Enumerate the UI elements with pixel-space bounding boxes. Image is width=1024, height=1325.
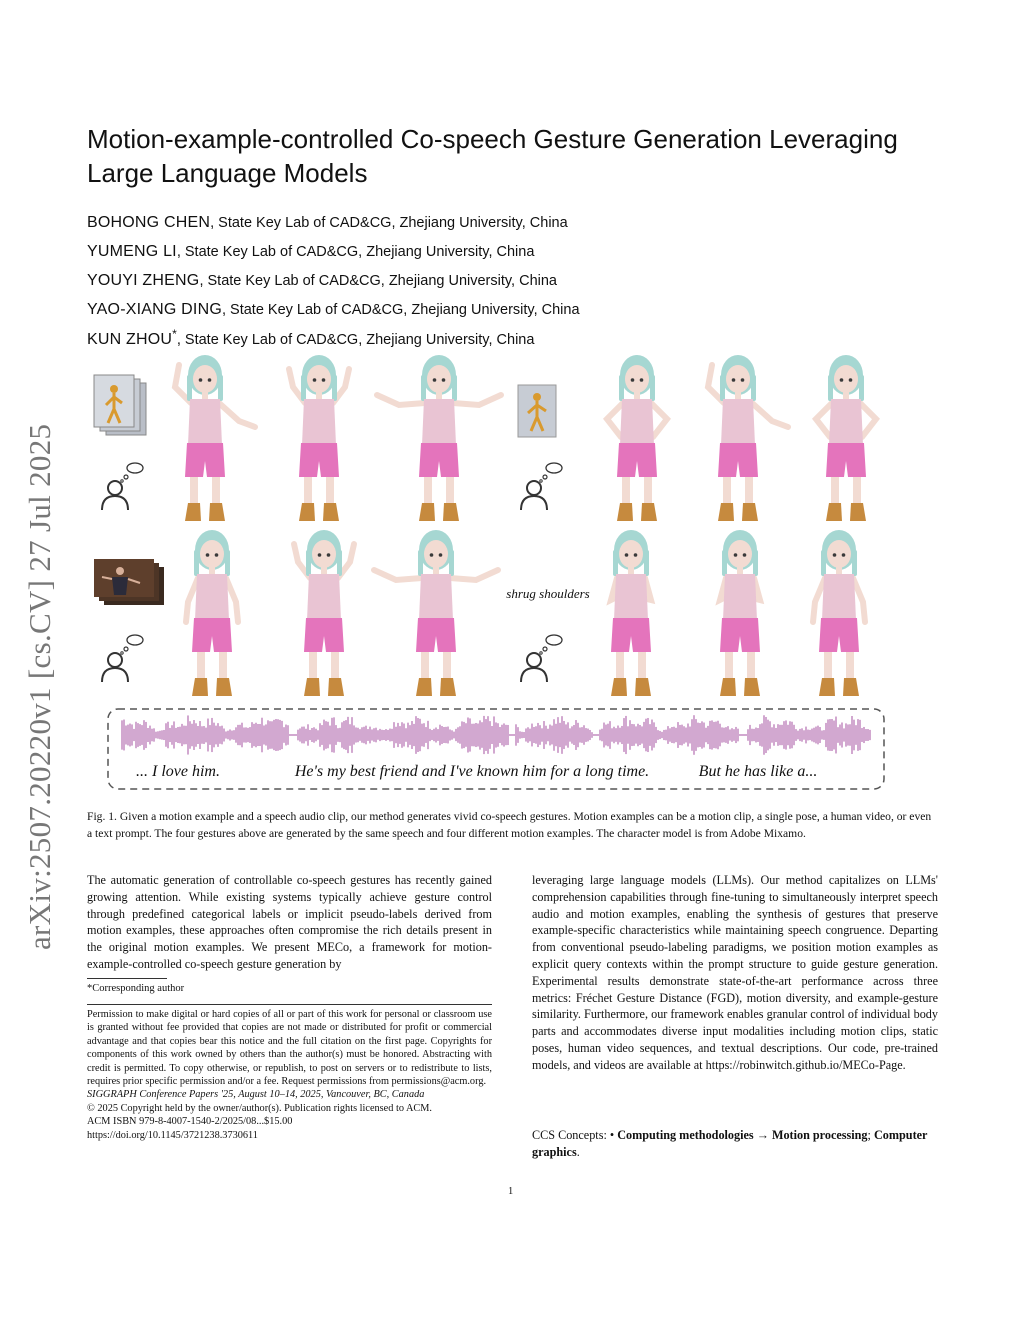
author-affiliation: , State Key Lab of CAD&CG, Zhejiang University, China — [210, 214, 568, 231]
user-icon — [102, 463, 143, 510]
user-icon — [521, 463, 562, 510]
abstract-column-left: The automatic generation of controllable co-speech gestures has recently gained growing attention. While existing systems typically achieve gesture control through predefined categorical labels or implicit pseudo-labels derived from motion examples, these approaches often compromise the rich details present in the original motion examples. We present MECo, a framework for motion-example-controlled co-speech gesture generation by — [87, 873, 492, 971]
generated-gesture-avatar — [813, 530, 865, 696]
author-list — [87, 206, 967, 352]
ccs-arrow: → — [756, 1128, 769, 1142]
author-affiliation: , State Key Lab of CAD&CG, Zhejiang University, China — [176, 331, 535, 348]
generated-gesture-avatar — [294, 530, 354, 696]
corresponding-author-footnote: *Corresponding author — [87, 983, 185, 994]
author-entry — [87, 206, 967, 235]
copyright-line: © 2025 Copyright held by the owner/author(s). Publication rights licensed to ACM. — [87, 1102, 433, 1114]
generated-gesture-avatar — [816, 355, 876, 521]
teaser-figure — [88, 345, 938, 795]
generated-gesture-avatar — [175, 355, 255, 521]
author-entry — [87, 235, 967, 264]
abstract-column-right: leveraging large language models (LLMs). Our method capitalizes on LLMs' comprehension capabilities through fine-tuning to simultaneously interpret speech audio and motion examples, enabling the synthesis of gestures that preserve example-specific characteristics while maintaining speech congruence. Departing from conventional pseudo-labeling paradigms, we position motion examples as explicit query contexts within the prompt structure to guide gesture generation. Experimental results demonstrate state-of-the-art performance across three metrics: Fréchet Gesture Distance (FGD), motion diversity, and example-gesture similarity. Furthermore, our framework enables granular control of individual body parts and accommodates diverse input modalities including motion clips, static poses, human video sequences, and textual descriptions. Our code, pre-trained models, and videos are available at https://robinwitch.github.io/MECo-Page. — [532, 873, 938, 1072]
single-pose-example-icon — [518, 385, 556, 437]
generated-gesture-avatar — [289, 355, 349, 521]
author-name: BOHONG CHEN — [87, 213, 211, 231]
corresponding-marker: * — [172, 326, 177, 341]
user-icon — [102, 635, 143, 682]
speech-waveform — [122, 715, 870, 755]
ccs-end: . — [576, 1145, 580, 1159]
ccs-term: Motion processing — [771, 1128, 868, 1142]
doi-link[interactable]: https://doi.org/10.1145/3721238.3730611 — [87, 1129, 258, 1141]
generated-gesture-avatar — [374, 530, 498, 696]
ccs-term: Computing methodologies — [617, 1128, 754, 1142]
author-affiliation: , State Key Lab of CAD&CG, Zhejiang University, China — [199, 273, 557, 290]
isbn-line: ACM ISBN 979-8-4007-1540-2/2025/08...$15.00 — [87, 1116, 293, 1128]
generated-gesture-avatar — [708, 355, 788, 521]
author-name: KUN ZHOU — [87, 330, 173, 348]
permissions-divider — [87, 1004, 492, 1005]
user-icon — [521, 635, 562, 682]
permissions-text: Permission to make digital or hard copies of all or part of this work for personal or classroom use is granted without fee provided that copies are not made or distributed for profit or commercial advantage and that copies bear this notice and the full citation on the first page. Copyrights for components of this work owned by others than the author(s) must be honored. Abstracting with credit is permitted. To copy otherwise, or republish, to post on servers or to redistribute to lists, requires prior specific permission and/or a fee. Request permissions from permissions@acm.org. — [87, 1009, 492, 1088]
generated-gesture-avatar — [607, 355, 667, 521]
figure-caption-text: Given a motion example and a speech audio clip, our method generates vivid co-speech gestures. Motion examples can be a motion clip, a single pose, a human video, or even a text prompt. The four gestures above are generated by the same speech and four different motion examples. The character model is from Adobe Mixamo. — [87, 810, 932, 840]
arxiv-identifier-stamp: arXiv:2507.20220v1 [cs.CV] 27 Jul 2025 — [22, 423, 57, 950]
footnote-divider — [87, 978, 167, 979]
ccs-concepts — [532, 1127, 938, 1161]
paper-title: Motion-example-controlled Co-speech Gesture Generation Leveraging Large Language Models — [87, 124, 898, 188]
transcript-segment: ... I love him. — [136, 763, 220, 780]
generated-gesture-avatar — [720, 530, 760, 696]
teaser-figure-canvas — [88, 345, 938, 795]
generated-gesture-avatar — [186, 530, 238, 696]
ccs-term: Computer graphics — [532, 1128, 928, 1159]
author-entry — [87, 264, 967, 293]
author-affiliation: , State Key Lab of CAD&CG, Zhejiang University, China — [176, 243, 535, 260]
author-name: YAO-XIANG DING — [87, 301, 222, 319]
page-number: 1 — [508, 1186, 514, 1197]
author-entry — [87, 293, 967, 322]
author-affiliation: , State Key Lab of CAD&CG, Zhejiang University, China — [221, 302, 580, 319]
motion-clip-example-icon — [94, 375, 146, 435]
author-name: YUMENG LI — [87, 242, 177, 260]
ccs-separator: ; — [867, 1128, 871, 1142]
conference-line: SIGGRAPH Conference Papers '25, August 10–14, 2025, Vancouver, BC, Canada — [87, 1089, 425, 1101]
generated-gesture-avatar — [377, 355, 501, 521]
generated-gesture-avatar — [611, 530, 651, 696]
figure-caption — [87, 808, 939, 842]
ccs-prefix: CCS Concepts: • — [532, 1128, 615, 1142]
transcript-segment: He's my best friend and I've known him for a long time. — [294, 763, 650, 780]
figure-label: Fig. 1. — [87, 810, 117, 823]
text-prompt-example: shrug shoulders — [506, 586, 590, 601]
human-video-example-icon — [94, 559, 164, 605]
acm-permissions-block — [87, 1008, 492, 1142]
author-name: YOUYI ZHENG — [87, 272, 200, 290]
transcript-segment: But he has like a... — [698, 763, 818, 780]
